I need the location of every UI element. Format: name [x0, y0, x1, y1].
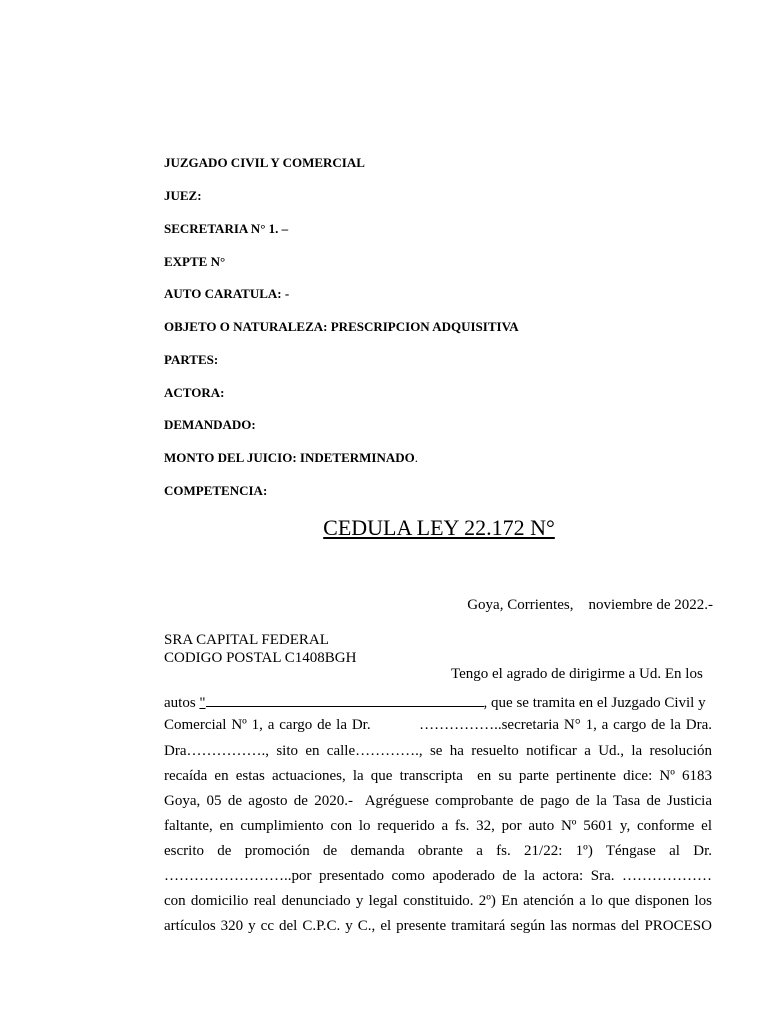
case-name-underline: [206, 692, 484, 707]
amount-text: MONTO DEL JUICIO: INDETERMINADO: [164, 450, 415, 465]
date-line: Goya, Corrientes, noviembre de 2022.-: [467, 597, 713, 613]
body-line-4: Dra……………., sito en calle…………., se ha resuelto notificar a Ud., la resolución: [164, 743, 712, 759]
body-line-9: ……………………..por presentado como apoderado de la actora: Sra. ………………: [164, 868, 712, 884]
body-line-10: con domicilio real denunciado y legal constituido. 2º) En atención a lo que disponen los: [164, 893, 712, 909]
body-line-1: Tengo el agrado de dirigirme a Ud. En los: [451, 666, 703, 682]
case-object-label: OBJETO O NATURALEZA: PRESCRIPCION ADQUISITIVA: [164, 319, 519, 334]
secretary-label: SECRETARIA N° 1. –: [164, 221, 289, 236]
recipient-line-2: CODIGO POSTAL C1408BGH: [164, 650, 357, 666]
case-number-label: EXPTE N°: [164, 254, 226, 269]
body-line-3: Comercial Nº 1, a cargo de la Dr. ……………..secretaria N° 1, a cargo de la Dra.: [164, 717, 712, 733]
body-line-2-post: , que se tramita en el Juzgado Civil y: [483, 695, 706, 711]
court-heading: JUZGADO CIVIL Y COMERCIAL: [164, 155, 365, 170]
body-line-2: [164, 692, 712, 712]
body-line-6: Goya, 05 de agosto de 2020.- Agréguese comprobante de pago de la Tasa de Justicia: [164, 793, 712, 809]
body-line-7: faltante, en cumplimiento con lo requerido a fs. 32, por auto Nº 5601 y, conforme el: [164, 818, 712, 834]
plaintiff-label: ACTORA:: [164, 385, 225, 400]
document-title: CEDULA LEY 22.172 N°: [323, 515, 555, 540]
body-line-5: recaída en estas actuaciones, la que transcripta en su parte pertinente dice: Nº 6183: [164, 768, 712, 784]
parties-label: PARTES:: [164, 352, 219, 367]
defendant-label: DEMANDADO:: [164, 417, 256, 432]
competence-label: COMPETENCIA:: [164, 483, 268, 498]
case-name-blank: [199, 695, 483, 711]
judge-label: JUEZ:: [164, 188, 202, 203]
case-name-quote: ": [199, 695, 206, 711]
body-line-11: artículos 320 y cc del C.P.C. y C., el presente tramitará según las normas del PROCESO: [164, 918, 712, 934]
body-line-2-pre: autos: [164, 695, 200, 711]
body-line-8: escrito de promoción de demanda obrante a fs. 21/22: 1º) Téngase al Dr.: [164, 843, 712, 859]
amount-label: MONTO DEL JUICIO: INDETERMINADO.: [164, 450, 419, 465]
recipient-line-1: SRA CAPITAL FEDERAL: [164, 632, 329, 648]
case-caption-label: AUTO CARATULA: -: [164, 286, 290, 301]
